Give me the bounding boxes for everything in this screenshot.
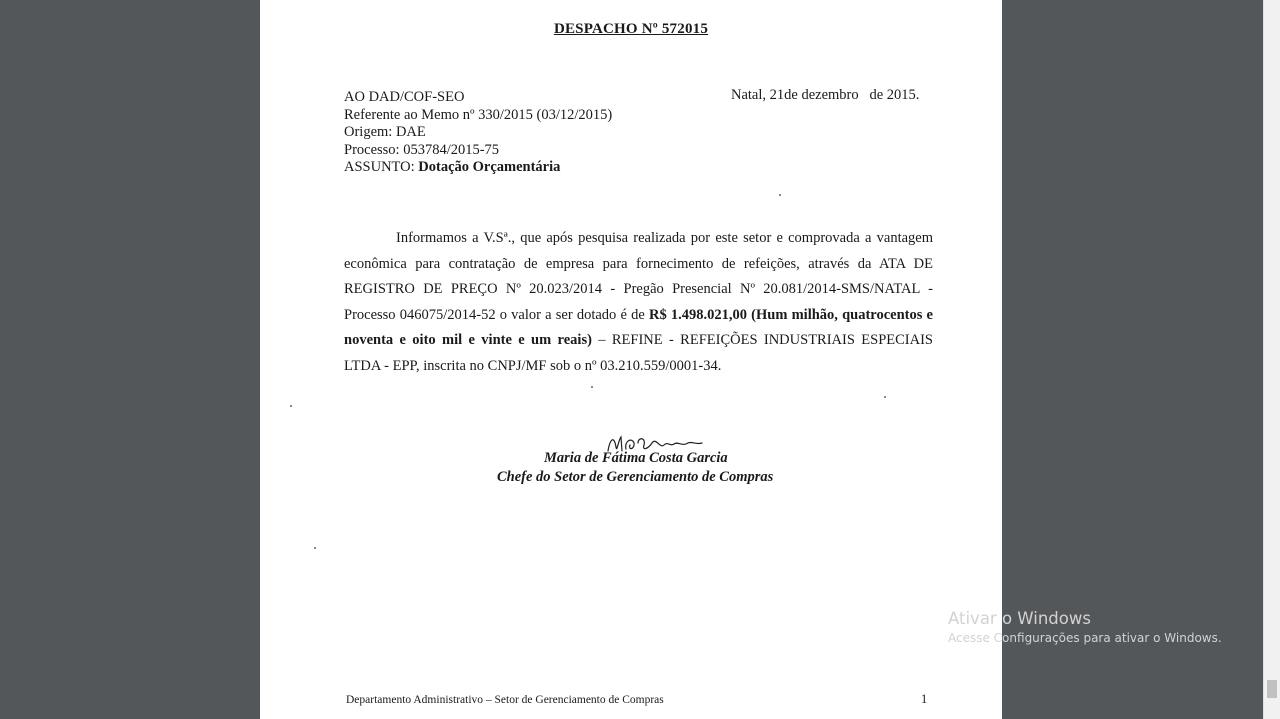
document-date: Natal, 21de dezembro de 2015. [731, 87, 920, 103]
body-amount: R$ 1.498.021,00 (Hum milhão, quatrocentos e noventa e oito mil e vinte e um reais) [344, 306, 933, 348]
watermark-title: Ativar o Windows [948, 609, 1091, 628]
scan-speck [290, 405, 292, 407]
page-number: 1 [921, 692, 928, 706]
body-paragraph [344, 226, 933, 379]
process-number: Processo: 053784/2015-75 [344, 141, 500, 158]
page-footer: Departamento Administrativo – Setor de Gerenciamento de Compras [346, 694, 664, 706]
body-text-part2: – REFINE - REFEIÇÕES INDUSTRIAIS ESPECIAIS LTDA - EPP, inscrita no CNPJ/MF sob o nº 03.210.559/0001-34. [344, 332, 933, 374]
body-text-part1: Informamos a V.Sª., que após pesquisa realizada por este setor e comprovada a vantagem econômica para contratação de empresa para fornecimento de refeições, através da ATA DE REGISTRO DE PREÇO Nº 20.023/2014 - Pregão Presencial Nº 20.081/2014-SMS/NATAL - Processo 046075/2014-52 o valor a ser dotado é de [344, 230, 933, 323]
memo-reference: Referente ao Memo nº 330/2015 (03/12/2015) [344, 106, 613, 123]
subject [344, 159, 612, 177]
recipient: AO DAD/COF-SEO [344, 89, 465, 105]
vertical-scrollbar[interactable] [1263, 0, 1280, 719]
scrollbar-thumb[interactable] [1267, 680, 1277, 698]
origin: Origem: DAE [344, 124, 426, 140]
subject-value: Dotação Orçamentária [418, 159, 561, 175]
watermark-subtitle: Acesse Configurações para ativar o Windows. [948, 631, 1222, 645]
document-title: DESPACHO Nº 572015 [553, 21, 709, 37]
scan-speck [314, 547, 316, 549]
scan-speck [779, 194, 781, 196]
signatory-name: Maria de Fátima Costa Garcia [544, 450, 728, 466]
scan-speck [884, 396, 886, 398]
signatory-role: Chefe do Setor de Gerenciamento de Compras [497, 469, 774, 485]
document-header [344, 89, 612, 177]
scan-speck [591, 386, 593, 388]
subject-label: ASSUNTO: [344, 159, 419, 175]
document-page [260, 0, 1002, 719]
